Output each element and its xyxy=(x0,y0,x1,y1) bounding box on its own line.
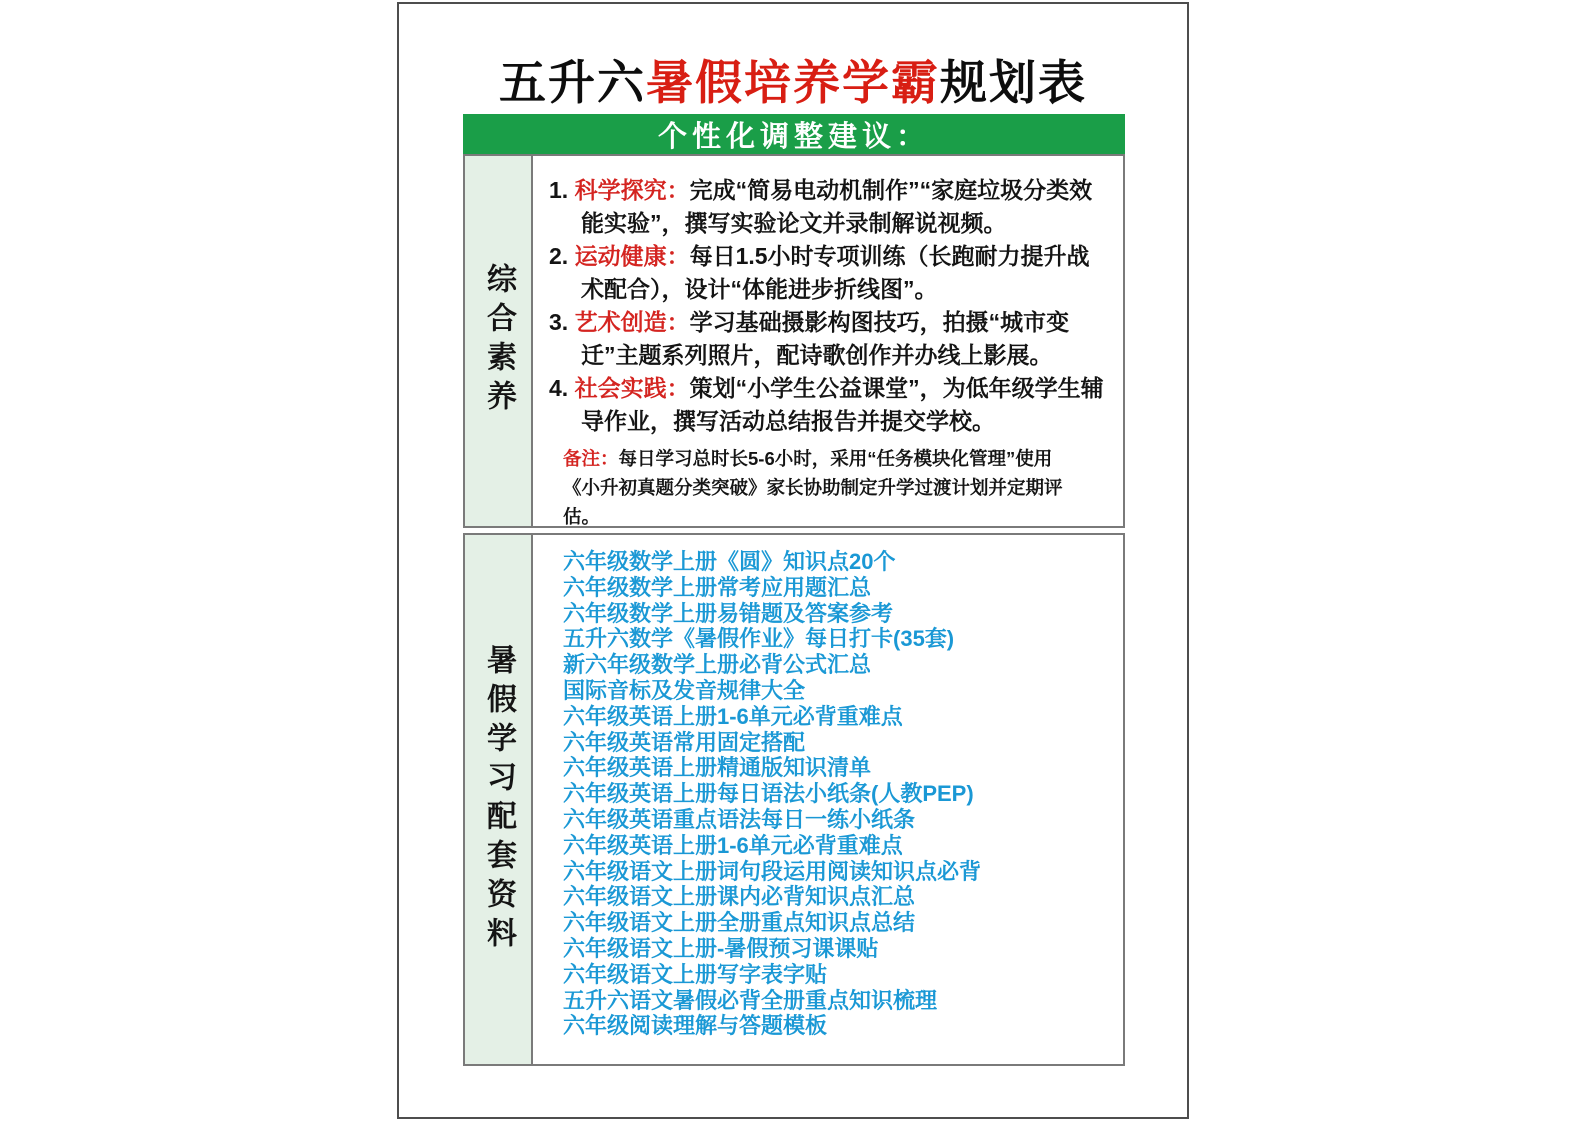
plan-item xyxy=(549,174,1111,240)
sidebar-label: 综合素养 xyxy=(482,263,515,419)
material-item: 新六年级数学上册必背公式汇总 xyxy=(563,652,872,678)
material-item: 六年级语文上册写字表字贴 xyxy=(563,961,828,987)
comprehensive-content xyxy=(533,156,1123,526)
material-item: 国际音标及发音规律大全 xyxy=(563,677,806,703)
note-label: 备注： xyxy=(563,448,619,469)
header-bar xyxy=(463,114,1125,154)
material-item: 六年级数学上册易错题及答案参考 xyxy=(563,600,894,626)
section-comprehensive xyxy=(463,154,1125,528)
item-number: 1. xyxy=(549,177,575,203)
page-title xyxy=(399,46,1187,113)
item-number: 2. xyxy=(549,243,575,269)
plan-sheet xyxy=(397,2,1189,1119)
title-suffix: 规划表 xyxy=(940,56,1087,109)
title-prefix: 五升六 xyxy=(499,56,646,109)
note xyxy=(563,444,1065,526)
material-item: 六年级英语重点语法每日一练小纸条 xyxy=(563,806,916,832)
item-text: 策划“小学生公益课堂”，为低年级学生辅导作业，撰写活动总结报告并提交学校。 xyxy=(581,375,1104,434)
note-text: 每日学习总时长5-6小时，采用“任务模块化管理”使用《小升初真题分类突破》家长协助制定升学过渡计划并定期评估。 xyxy=(563,448,1063,526)
item-text: 每日1.5小时专项训练（长跑耐力提升战术配合），设计“体能进步折线图”。 xyxy=(581,243,1090,302)
plan-item xyxy=(549,306,1111,372)
item-label: 运动健康： xyxy=(574,243,690,269)
sidebar-label: 暑假学习配套资料 xyxy=(482,643,515,956)
materials-list xyxy=(533,535,1123,1064)
material-item: 六年级英语上册每日语法小纸条(人教PEP) xyxy=(563,781,974,807)
sidebar-comprehensive xyxy=(465,156,533,526)
item-number: 3. xyxy=(549,309,575,335)
plan-table xyxy=(463,154,1125,1066)
item-text: 学习基础摄影构图技巧，拍摄“城市变迁”主题系列照片，配诗歌创作并办线上影展。 xyxy=(581,309,1070,368)
item-number: 4. xyxy=(549,375,575,401)
material-item: 六年级阅读理解与答题模板 xyxy=(563,1013,828,1039)
material-item: 六年级英语上册1-6单元必背重难点 xyxy=(563,832,903,858)
plan-item xyxy=(549,240,1111,306)
section-materials xyxy=(463,533,1125,1066)
material-item: 五升六语文暑假必背全册重点知识梳理 xyxy=(563,987,938,1013)
title-highlight: 暑假培养学霸 xyxy=(646,56,940,109)
item-label: 艺术创造： xyxy=(574,309,690,335)
sidebar-materials xyxy=(465,535,533,1064)
material-item: 六年级语文上册-暑假预习课课贴 xyxy=(563,935,879,961)
item-text: 完成“简易电动机制作”“家庭垃圾分类效能实验”，撰写实验论文并录制解说视频。 xyxy=(581,177,1093,236)
material-item: 六年级语文上册全册重点知识点总结 xyxy=(563,910,916,936)
material-item: 六年级语文上册课内必背知识点汇总 xyxy=(563,884,916,910)
material-item: 六年级数学上册《圆》知识点20个 xyxy=(563,549,896,574)
material-item: 六年级语文上册词句段运用阅读知识点必背 xyxy=(563,858,982,884)
material-item: 六年级英语常用固定搭配 xyxy=(563,729,806,755)
header-bar-label: 个性化调整建议： xyxy=(657,120,930,153)
item-label: 科学探究： xyxy=(574,177,690,203)
plan-item xyxy=(549,372,1111,438)
material-item: 六年级英语上册1-6单元必背重难点 xyxy=(563,703,903,729)
material-item: 六年级英语上册精通版知识清单 xyxy=(563,755,872,781)
material-item: 五升六数学《暑假作业》每日打卡(35套) xyxy=(563,626,955,652)
item-label: 社会实践： xyxy=(574,375,690,401)
material-item: 六年级数学上册常考应用题汇总 xyxy=(563,574,872,600)
